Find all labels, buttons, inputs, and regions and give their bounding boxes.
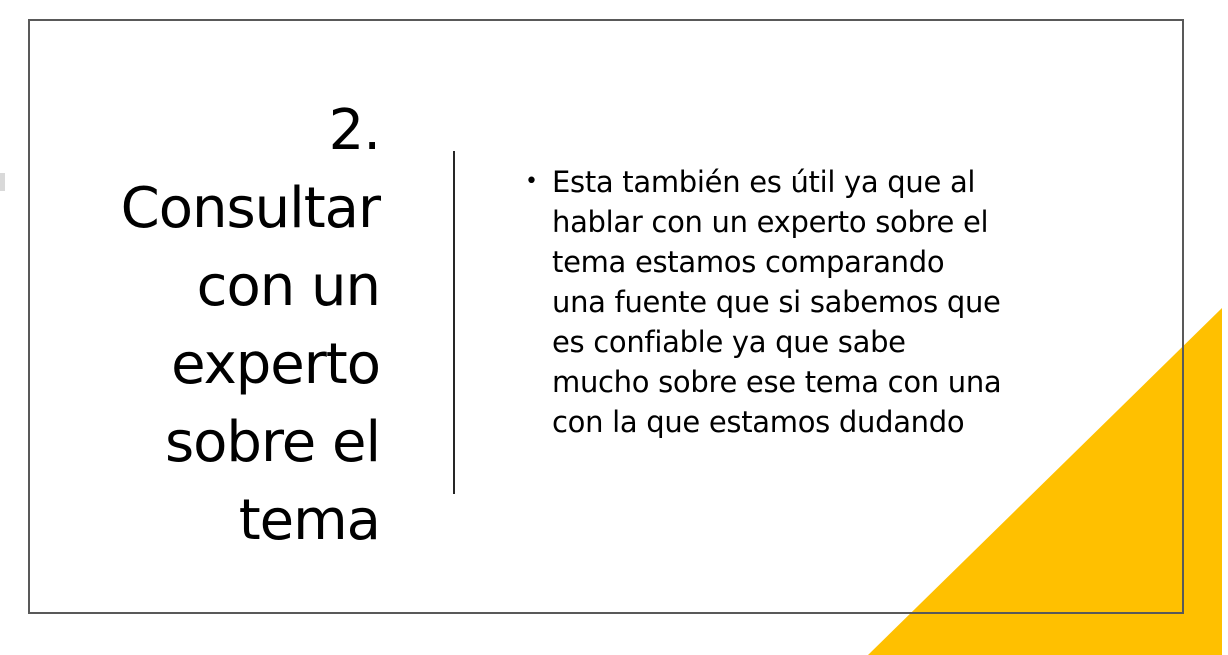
- bullet-text: Esta también es útil ya que al hablar con un experto sobre el tema estamos comparando una fuente que si sabemos que es confiable ya que sabe mucho sobre ese tema con una con la que estamos dudando: [552, 165, 1002, 439]
- bullet-dot-icon: •: [525, 169, 538, 194]
- bullet-item: [522, 162, 1002, 442]
- left-edge-marker: [0, 173, 5, 191]
- bullet-list: [522, 162, 1002, 442]
- slide-title: 2. Consultar con un experto sobre el tema: [120, 98, 380, 553]
- vertical-divider: [453, 151, 455, 494]
